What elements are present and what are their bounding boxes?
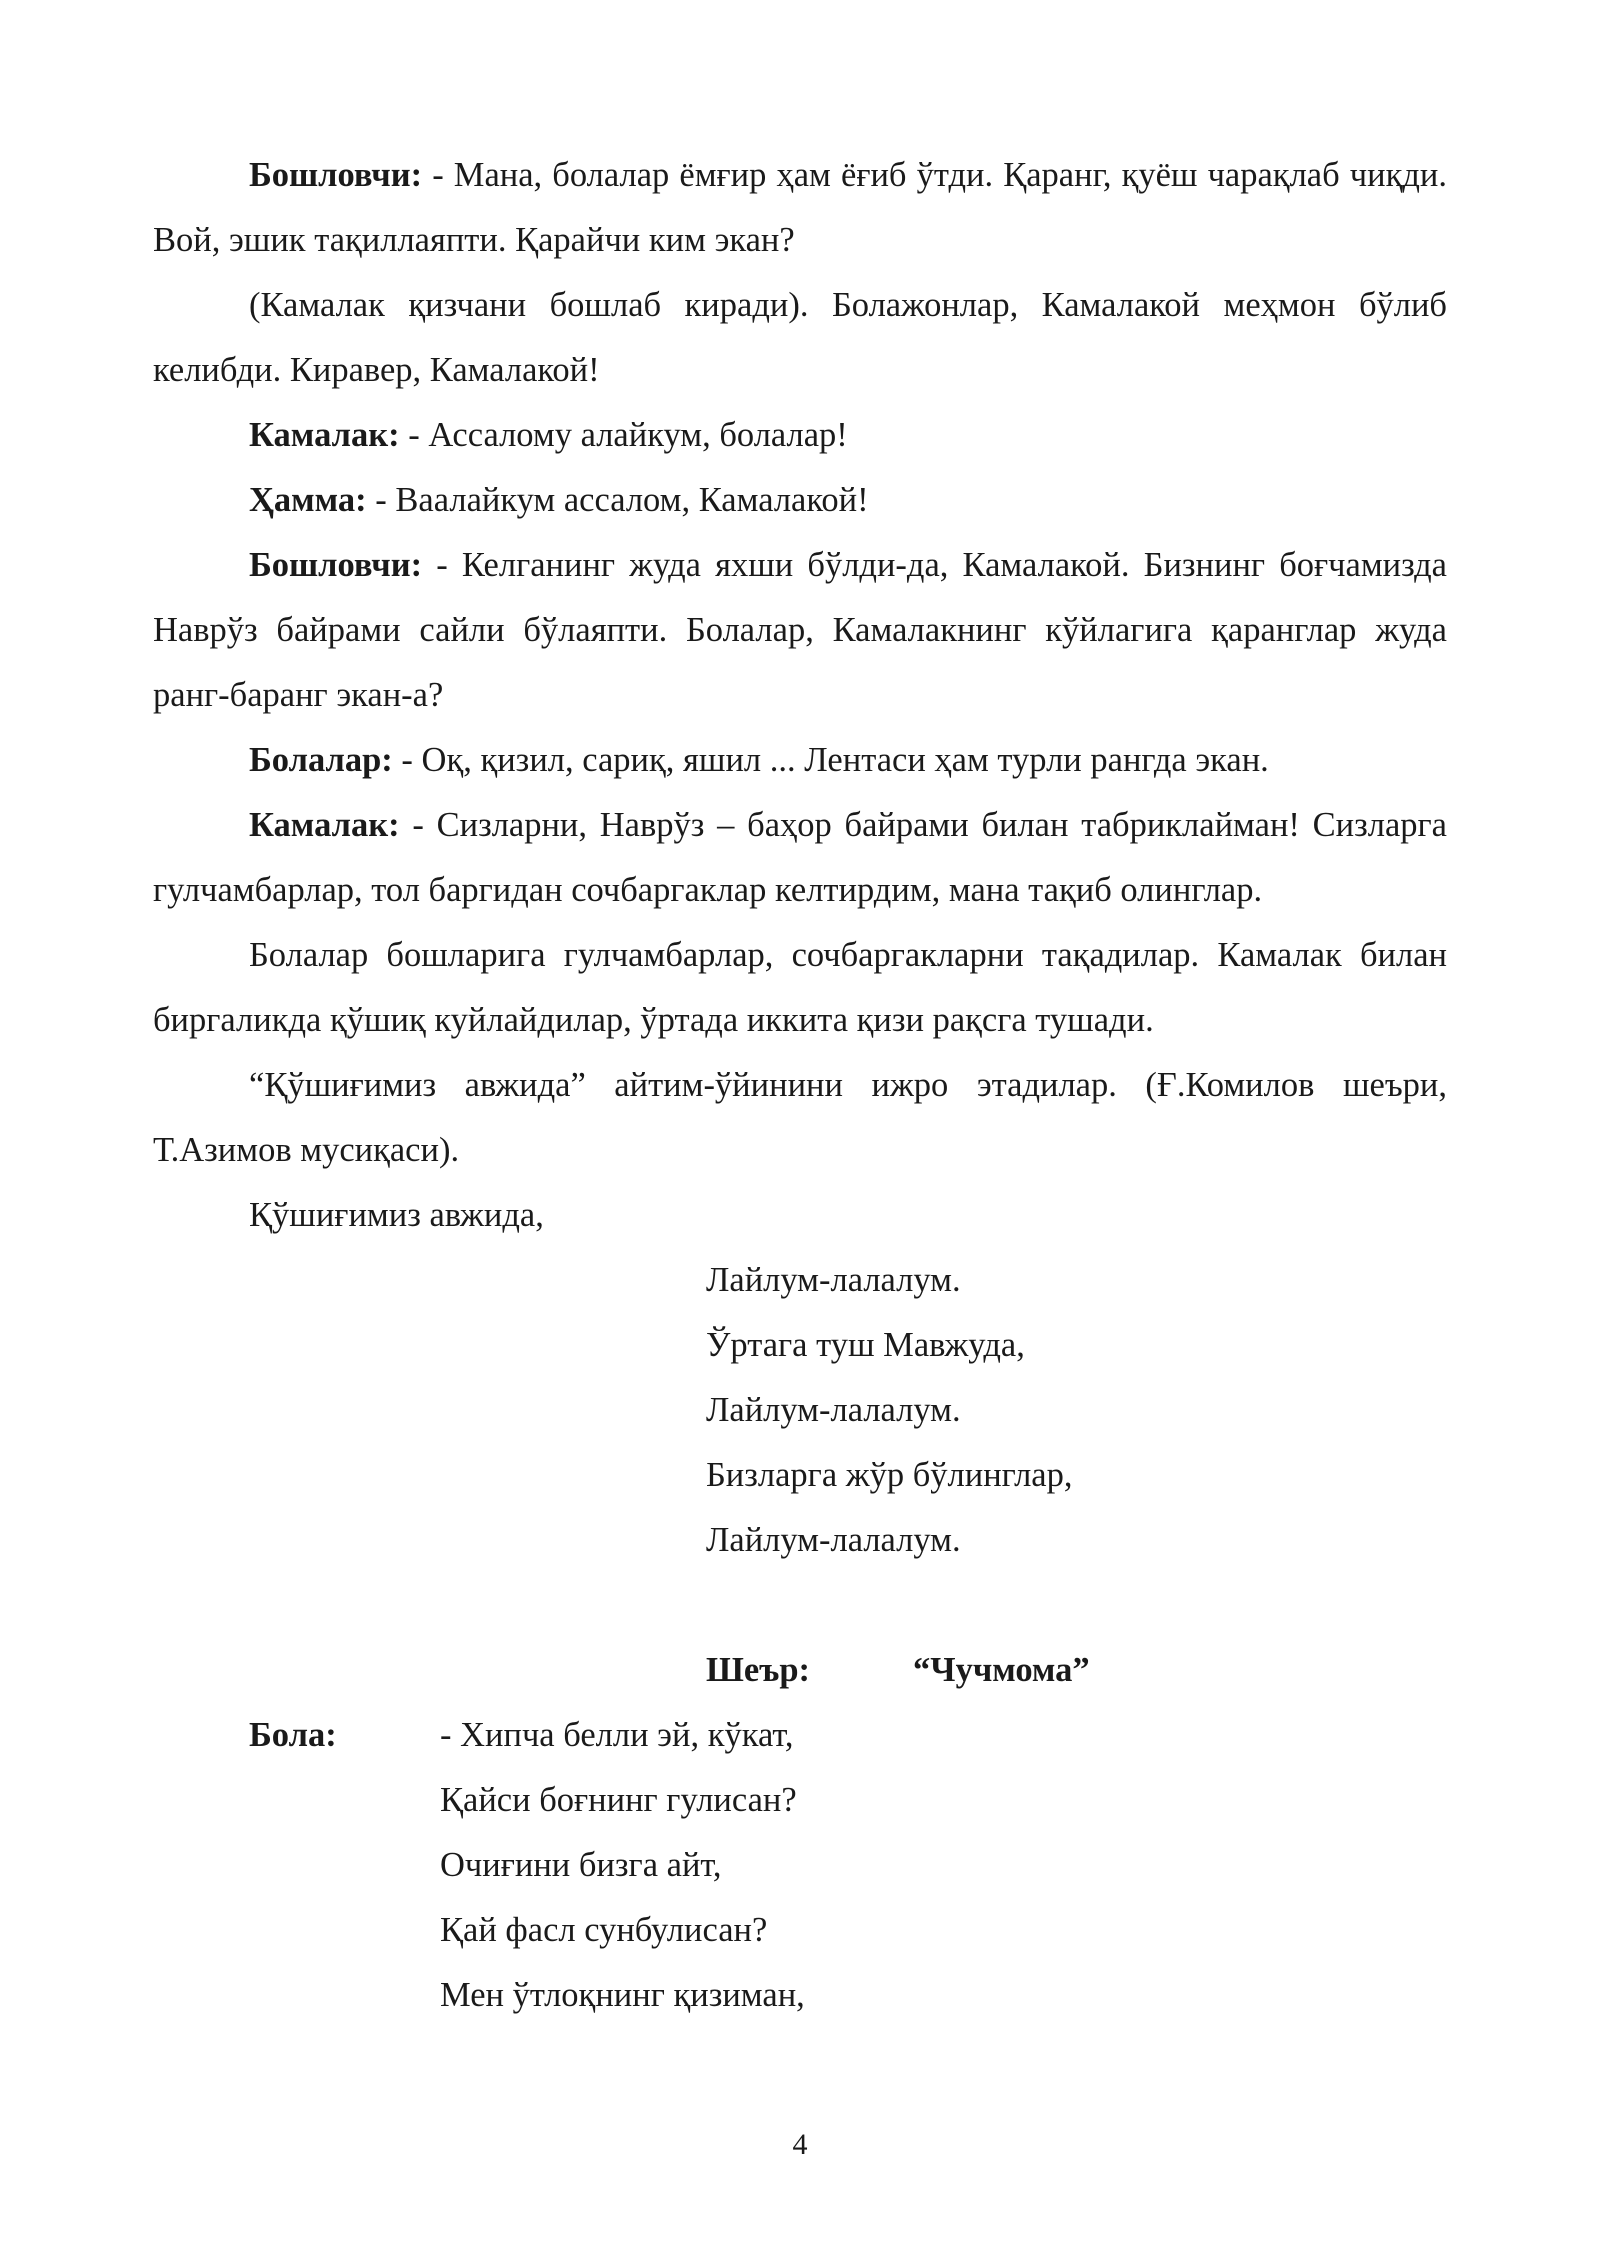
paragraph — [153, 1053, 1447, 1183]
speaker-name: Камалак: — [249, 806, 400, 844]
poem-line: Қайси боғнинг гулисан? — [440, 1781, 797, 1819]
paragraph — [153, 468, 1447, 533]
poem-label: Шеър: — [706, 1651, 810, 1689]
paragraph-text: Болалар бошларига гулчамбарлар, сочбаргакларни тақадилар. Камалак билан биргаликда қўшиқ куйлайдилар, ўртада иккита қизи рақсга тушади. — [153, 936, 1447, 1039]
poem-title: “Чучмома” — [913, 1651, 1090, 1689]
paragraph — [153, 923, 1447, 1053]
paragraph-text: - Мана, болалар ёмғир ҳам ёғиб ўтди. Қаранг, қуёш чарақлаб чиқди. Вой, эшик тақиллаяпти. Қарайчи ким экан? — [153, 156, 1447, 259]
song-line: Ўртага туш Мавжуда, — [706, 1326, 1025, 1364]
speaker-name: Бола: — [249, 1716, 337, 1754]
paragraph-text: - Сизларни, Наврўз – баҳор байрами билан табриклайман! Сизларга гулчамбарлар, тол баргидан сочбаргаклар келтирдим, мана тақиб олинглар. — [153, 806, 1447, 909]
paragraph — [153, 403, 1447, 468]
paragraph-text: Қўшиғимиз авжида, — [249, 1196, 544, 1234]
poem-line: Қай фасл сунбулисан? — [440, 1911, 768, 1949]
poem-line: Очиғини бизга айт, — [440, 1846, 722, 1884]
paragraph-text: - Ассалому алайкум, болалар! — [399, 416, 848, 454]
paragraph — [153, 728, 1447, 793]
paragraph-text: (Камалак қизчани бошлаб киради). Болажонлар, Камалакой меҳмон бўлиб келибди. Киравер, Камалакой! — [153, 286, 1447, 389]
speaker-name: Камалак: — [249, 416, 400, 454]
song-verse — [153, 1248, 1447, 1573]
paragraph-text: - Оқ, қизил, сариқ, яшил ... Лентаси ҳам турли рангда экан. — [392, 741, 1269, 779]
page-number: 4 — [792, 2128, 808, 2161]
paragraph — [153, 533, 1447, 728]
poem-heading — [153, 1638, 1447, 1703]
paragraph-text: - Келганинг жуда яхши бўлди-да, Камалакой. Бизнинг боғчамизда Наврўз байрами сайли бўлаяпти. Болалар, Камалакнинг кўйлагига қаранглар жуда ранг-баранг экан-а? — [153, 546, 1447, 714]
song-line: Лайлум-лалалум. — [706, 1521, 961, 1559]
dialogue-first-row — [153, 1703, 1447, 1768]
song-line: Лайлум-лалалум. — [706, 1391, 961, 1429]
document-body — [153, 143, 1447, 2028]
speaker-name: Ҳамма: — [249, 481, 367, 519]
speaker-name: Бошловчи: — [249, 546, 423, 584]
paragraph — [153, 793, 1447, 923]
paragraph — [153, 1183, 1447, 1248]
poem-line: Мен ўтлоқнинг қизиман, — [440, 1976, 805, 2014]
song-line: Лайлум-лалалум. — [706, 1261, 961, 1299]
paragraph — [153, 273, 1447, 403]
blank-line — [153, 1573, 1447, 1638]
song-line: Бизларга жўр бўлинглар, — [706, 1456, 1073, 1494]
speaker-name: Бошловчи: — [249, 156, 423, 194]
paragraph — [153, 143, 1447, 273]
paragraph-text: “Қўшиғимиз авжида” айтим-ўйинини ижро этадилар. (Ғ.Комилов шеъри, Т.Азимов мусиқаси). — [153, 1066, 1447, 1169]
paragraph-text: - Ваалайкум ассалом, Камалакой! — [366, 481, 869, 519]
poem-line: - Хипча белли эй, кўкат, — [440, 1716, 794, 1754]
speaker-name: Болалар: — [249, 741, 393, 779]
